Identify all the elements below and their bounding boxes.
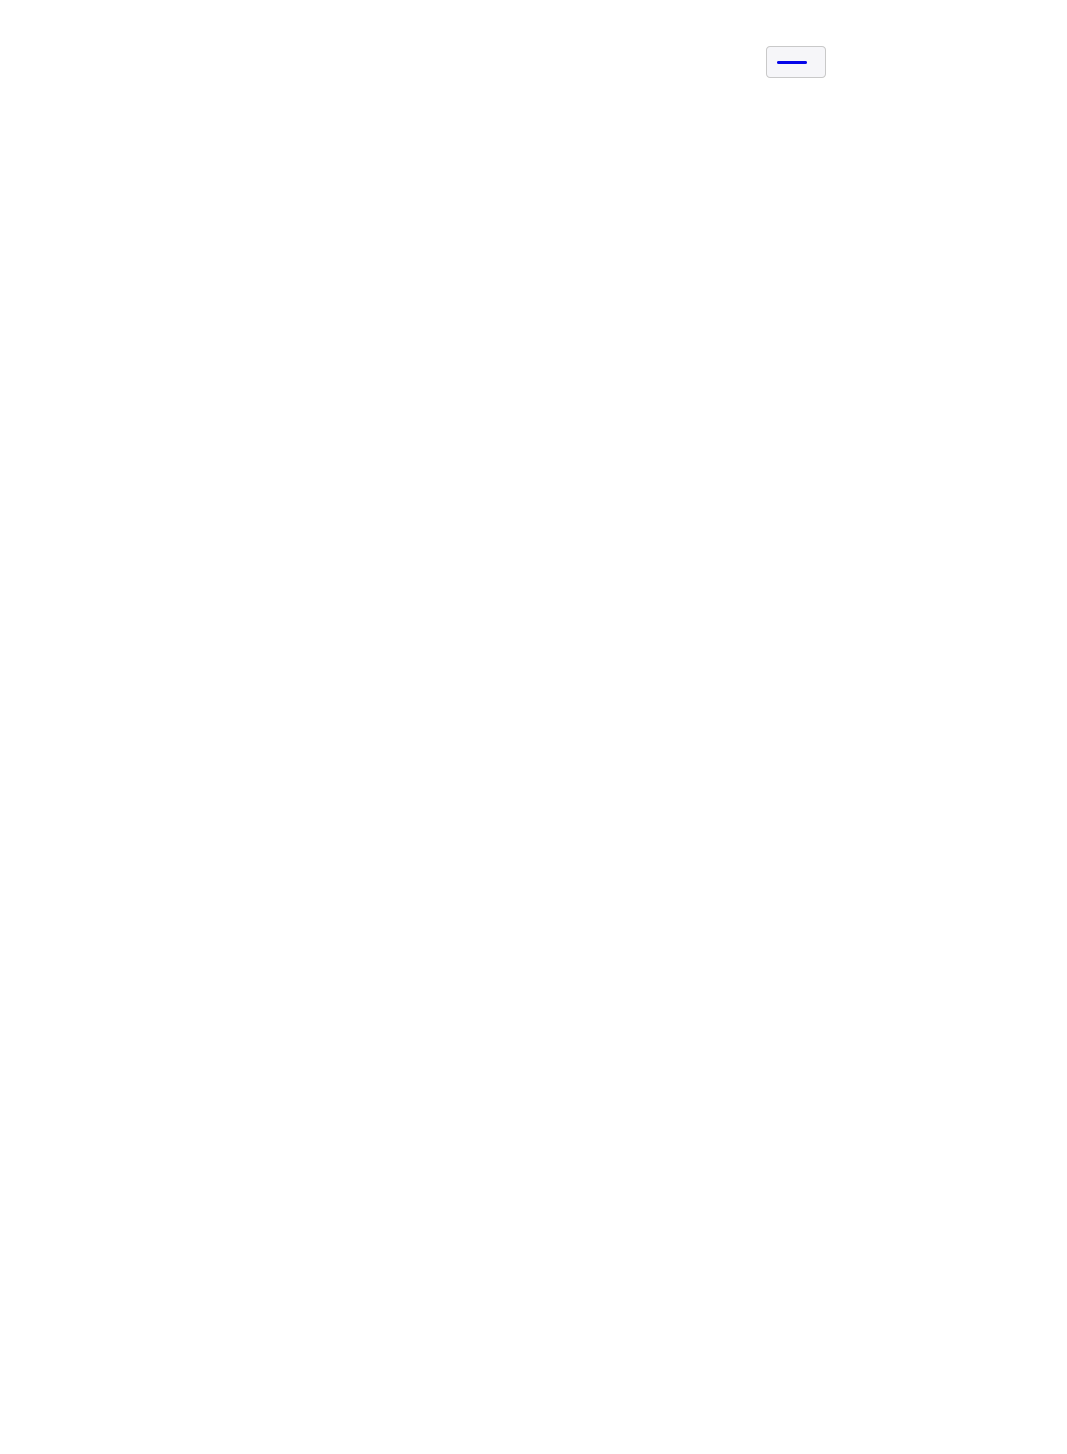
annotation-25th-percentile-clipped bbox=[1028, 736, 1037, 752]
legend-line-sample bbox=[777, 61, 807, 64]
legend bbox=[766, 46, 826, 78]
